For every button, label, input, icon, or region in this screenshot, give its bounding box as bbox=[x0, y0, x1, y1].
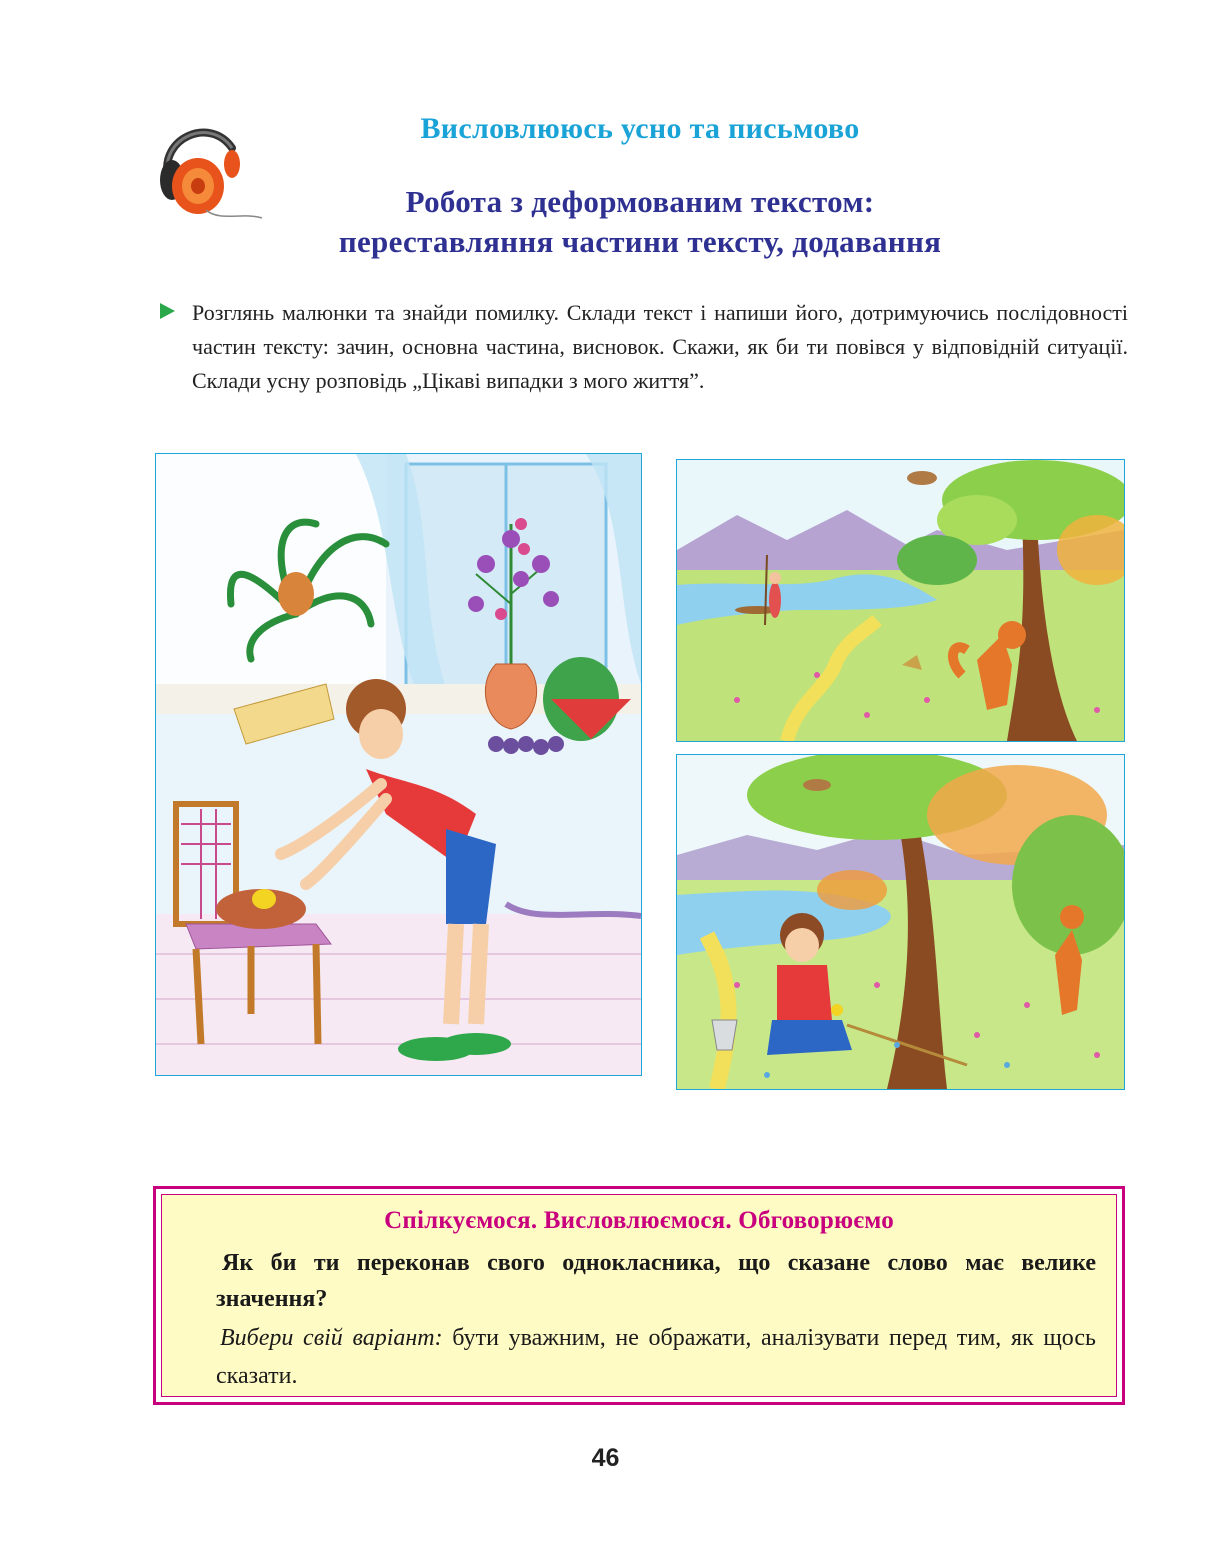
discussion-heading: Спілкуємося. Висловлюємося. Обговорюємо bbox=[384, 1207, 894, 1234]
lesson-title-line1: Робота з деформованим текстом: bbox=[405, 184, 875, 219]
discussion-box-inner bbox=[161, 1194, 1117, 1397]
discussion-answer-text: бути уважним, не ображати, аналізувати перед тим, як щось сказати. bbox=[216, 1325, 1097, 1389]
discussion-answer bbox=[216, 1319, 1096, 1395]
illustration-boy-with-nest bbox=[155, 453, 642, 1076]
task-text: Розглянь малюнки та знайди помилку. Склади текст і напиши його, дотримуючись послідовності частин тексту: зачин, основна частина, висновок. Скажи, як би ти повівся у відповідній ситуації. Склади усну розповідь „Цікаві випадки з мого життя”. bbox=[192, 300, 1128, 393]
lesson-title-line2: переставляння частини тексту, додавання bbox=[338, 224, 942, 259]
discussion-answer-intro: Вибери свій варіант: bbox=[220, 1325, 443, 1351]
discussion-box bbox=[153, 1186, 1125, 1405]
triangle-bullet-icon bbox=[158, 302, 176, 325]
illustration-boy-with-chick bbox=[676, 754, 1125, 1090]
discussion-question: Як би ти переконав свого однокласника, що сказане слово має велике значення? bbox=[216, 1250, 1096, 1312]
illustration-forest-fox bbox=[676, 459, 1125, 742]
page-number: 46 bbox=[591, 1444, 620, 1472]
section-title: Висловлююсь усно та письмово bbox=[420, 112, 860, 145]
lesson-title bbox=[240, 182, 1040, 262]
